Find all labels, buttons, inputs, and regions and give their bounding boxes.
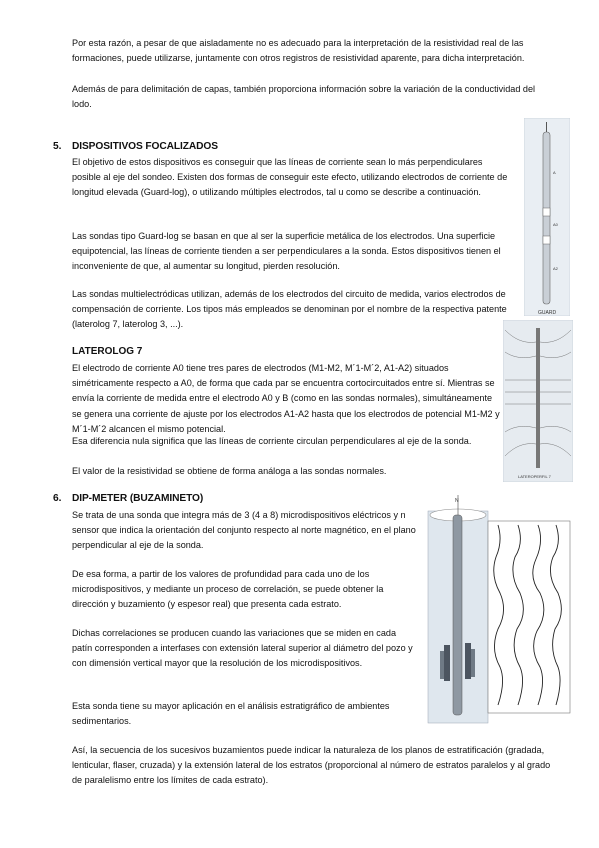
section-5-title: DISPOSITIVOS FOCALIZADOS: [72, 141, 218, 152]
section-6-paragraph-3: Dichas correlaciones se producen cuando las variaciones que se miden en cada patín corresponden a interfases con extensión lateral superior al diámetro del pozo y con dimensión vertical mayor que la resolución de los microdispositivos.: [72, 628, 413, 669]
section-6-paragraph-2: De esa forma, a partir de los valores de profundidad para cada uno de los microdispositivos, y mediante un proceso de correlación, se puede obtener la dirección y buzamiento (y espesor real) que presenta cada estrato.: [72, 569, 384, 610]
guard-caption: GUARD: [538, 310, 557, 316]
laterolog-paragraph-2: Esa diferencia nula significa que las líneas de corriente circulan perpendiculares al eje de la sonda.: [72, 436, 472, 446]
intro-paragraph-1: Por esta razón, a pesar de que aisladamente no es adecuado para la interpretación de la resistividad real de las formaciones, puede utilizarse, juntamente con otros registros de resistividad aparente, para dicha interpretación.: [72, 38, 525, 64]
laterolog-title: LATEROLOG 7: [72, 346, 143, 357]
section-6-paragraph-4: Esta sonda tiene su mayor aplicación en el análisis estratigráfico de ambientes sedimentarios.: [72, 701, 390, 727]
guard-label-a0: A0: [553, 222, 558, 227]
laterolog-7-figure: [503, 320, 573, 482]
laterolog-paragraph-1: El electrodo de corriente A0 tiene tres pares de electrodos (M1-M2, M´1-M´2, A1-A2) situados simétricamente respecto a A0, de forma que cada par se encuentra cortocircuitados entre sí. Mientras se envía la corriente de medida entre el electrodo A0 y B (como en las sondas normales), simultáneamente se genera una corriente de ajuste por los electrodos A1-A2 hasta que los electrodos de potencial M1-M2 y M´1-M´2 alcancen el mismo potencial.: [72, 363, 500, 434]
dipmeter-figure: [424, 493, 574, 733]
laterolog-paragraph-3: El valor de la resistividad se obtiene de forma análoga a las sondas normales.: [72, 466, 387, 476]
guard-label-a2: A2: [553, 266, 558, 271]
section-5-paragraph-2: Las sondas tipo Guard-log se basan en que al ser la superficie metálica de los electrodos. Una superficie equipotencial, las líneas de corriente tienden a ser perpendiculares a la sonda. Estos dispositivos tienen el inconveniente de que, al aumentar su longitud, pierden resolución.: [72, 231, 501, 272]
section-6-number: 6.: [53, 493, 62, 504]
section-6-paragraph-5: Así, la secuencia de los sucesivos buzamientos puede indicar la naturaleza de los planos de estratificación (gradada, lenticular, flaser, cruzada) y la extensión lateral de los estratos (proporcional al número de estratos paralelos y al grado de paralelismo entre los límites de cada estrato).: [72, 745, 551, 786]
dipmeter-north-label: N: [455, 498, 459, 504]
section-5-number: 5.: [53, 141, 62, 152]
guard-label-a: A: [553, 170, 556, 175]
guard-sonde-figure: [524, 118, 570, 316]
section-5-paragraph-1: El objetivo de estos dispositivos es conseguir que las líneas de corriente sean lo más perpendiculares posible al eje del sondeo. Existen dos formas de conseguir este efecto, utilizando electrodos de corriente de longitud elevada (Guard-log), o utilizando múltiples electrodos, tal u como se describe a continuación.: [72, 157, 508, 198]
laterolog-figure-caption: LATEROPERFIL 7: [518, 474, 551, 479]
section-6-paragraph-1: Se trata de una sonda que integra más de 3 (4 a 8) microdispositivos eléctricos y n sensor que indica la orientación del conjunto respecto al norte magnético, en el plano perpendicular al eje de la sonda.: [72, 510, 416, 551]
section-5-paragraph-3: Las sondas multielectródicas utilizan, además de los electrodos del circuito de medida, varios electrodos de compensación de corriente. Los tipos más empleados se denominan por el nombre de la respectiva patente (laterolog 7, laterolog 3, ...).: [72, 289, 507, 330]
intro-paragraph-2: Además de para delimitación de capas, también proporciona información sobre la variación de la conductividad del lodo.: [72, 84, 536, 110]
section-6-title: DIP-METER (BUZAMINETO): [72, 493, 204, 504]
